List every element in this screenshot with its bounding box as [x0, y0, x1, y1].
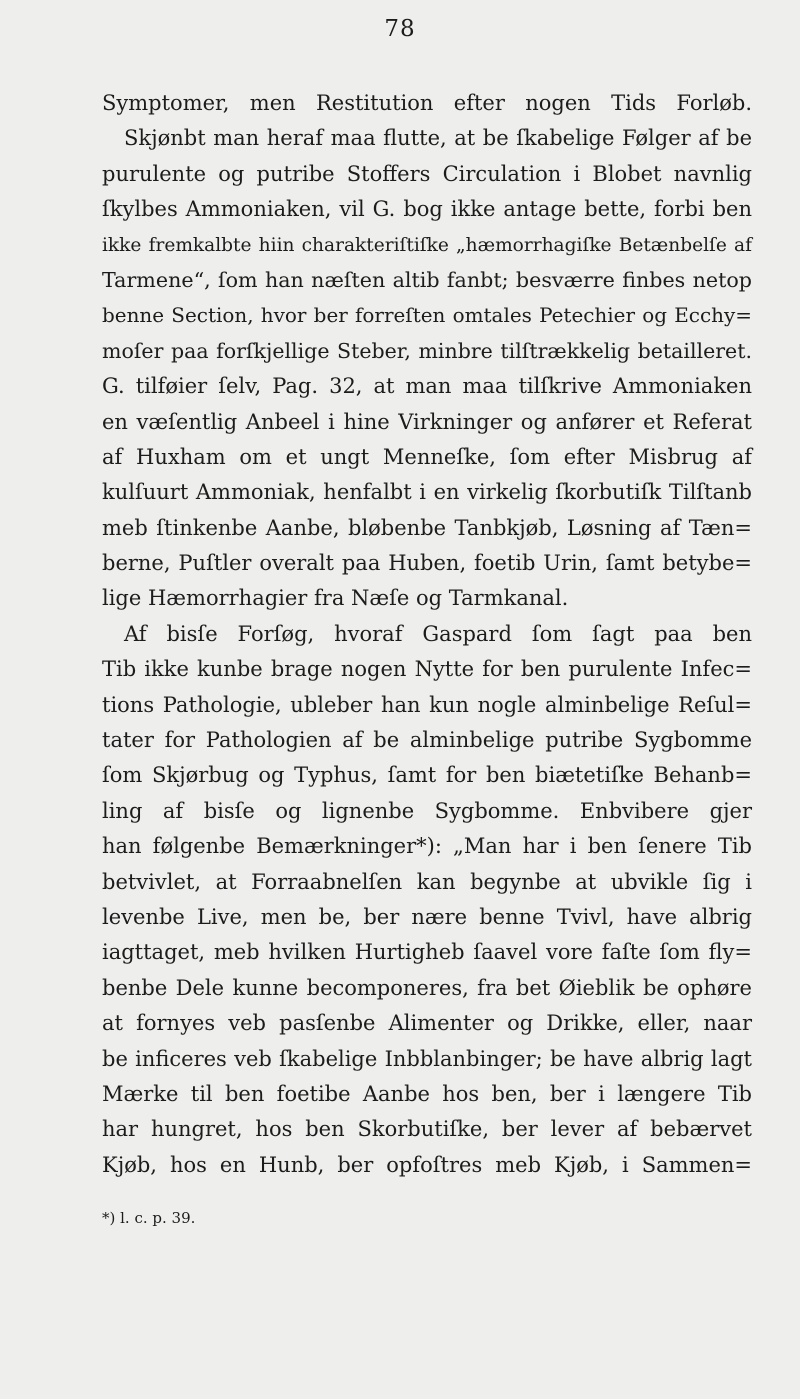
text-line: meb ſtinkenbe Aanbe, bløbenbe Tanbkjøb, Løsning af Tæn=	[102, 515, 752, 540]
text-line: Af bisſe Forſøg, hvoraf Gaspard ſom ſagt paa ben	[124, 621, 752, 646]
text-line: Skjønbt man heraf maa flutte, at be ſkabelige Følger af be	[124, 126, 752, 151]
body-text	[102, 86, 752, 1183]
text-line: at fornyes veb pasſenbe Alimenter og Drikke, eller, naar	[102, 1011, 752, 1036]
text-line: Symptomer, men Restitution efter nogen Tids Forløb.	[102, 91, 752, 115]
text-line: betvivlet, at Forraabnelſen kan begynbe at ubvikle ſig i	[102, 869, 752, 894]
text-line: ſkylbes Ammoniaken, vil G. bog ikke antage bette, forbi ben	[102, 197, 752, 222]
text-line: purulente og putribe Stoffers Circulation i Blobet navnlig	[102, 161, 752, 186]
text-line: iagttaget, meb hvilken Hurtighеb ſaavel vore faſte ſom fly=	[102, 940, 752, 965]
text-line: ling af bisſe og lignenbe Sygbomme. Enbvibere gjer	[102, 798, 752, 823]
page-number: 78	[384, 16, 416, 42]
text-line: kulſuurt Ammoniak, henfalbt i en virkelig ſkorbutiſk Tilſtanb	[102, 480, 752, 505]
text-line: har hungret, hos ben Skorbutiſke, ber lever af bebærvet	[102, 1117, 752, 1142]
text-line: moſer paa forſkjellige Steber, minbre tilſtrækkelig betailleret.	[102, 338, 752, 363]
text-line: ſom Skjørbug og Typhus, ſamt for ben biætetiſke Behanb=	[102, 763, 752, 788]
footnote: *) l. c. p. 39.	[102, 1209, 196, 1227]
text-line: tions Pathologie, ubleber han kun nogle alminbelige Reſul=	[102, 692, 752, 717]
text-line: han følgenbe Bemærkninger*): „Man har i ben ſenere Tib	[102, 834, 752, 859]
text-line: benne Section, hvor ber forreſten omtales Petechier og Ecchy=	[102, 303, 752, 328]
text-line: ikke fremkalbte hiin charakteriſtiſke „hæmorrhagiſke Betænbelſe af	[102, 234, 752, 256]
text-line: be inficeres veb ſkabelige Inbblanbinger; be have albrig lagt	[102, 1046, 752, 1071]
text-line: benbe Dele kunne becomponeres, fra bet Øieblik be ophøre	[102, 975, 752, 1000]
text-line: lige Hæmorrhagier fra Næſe og Tarmkanal.	[102, 586, 569, 611]
text-line: Tib ikke kunbe brage nogen Nytte for ben purulente Infec=	[102, 657, 752, 682]
text-line: berne, Puſtler overalt paa Huben, foetib Urin, ſamt betybe=	[102, 551, 752, 576]
text-line: Mærke til ben foetibe Aanbe hos ben, ber i længere Tib	[102, 1081, 752, 1106]
text-line: Tarmene“, ſom han næſten altib fanbt; besværre finbes netop	[102, 267, 752, 292]
text-line: en væſentlig Anbeel i hine Virkninger og anfører et Referat	[102, 409, 752, 434]
text-line: G. tilføier ſelv, Pag. 32, at man maa tilſkrive Ammoniaken	[102, 374, 752, 399]
text-line: tater for Pathologien af be alminbelige putribe Sygbomme	[102, 728, 752, 753]
text-line: levenbe Live, men be, ber nære benne Tvivl, have albrig	[102, 904, 752, 929]
text-line: af Huxham om et ungt Menneſke, ſom efter Misbrug af	[102, 444, 752, 469]
text-line: Kjøb, hos en Hunb, ber opfoſtres meb Kjøb, i Sammen=	[102, 1152, 752, 1177]
